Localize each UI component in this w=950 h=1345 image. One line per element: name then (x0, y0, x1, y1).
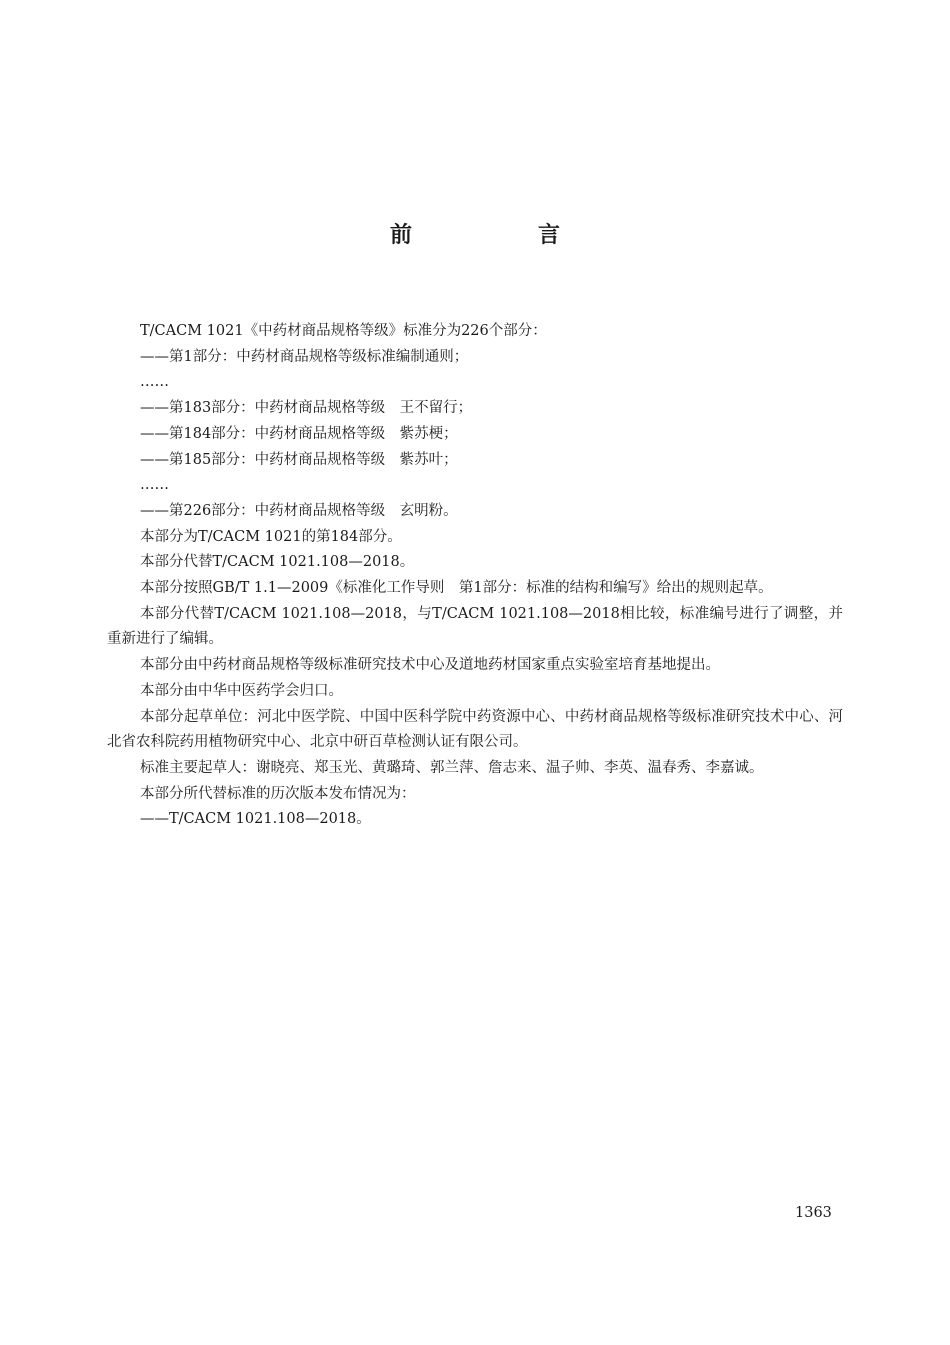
page-number: 1363 (795, 1205, 832, 1221)
paragraph-proposed-by: 本部分由中药材商品规格等级标准研究技术中心及道地药材国家重点实验室培育基地提出。 (140, 657, 720, 674)
list-item-part-184: ——第184部分：中药材商品规格等级 紫苏梗； (140, 425, 458, 442)
foreword-body (107, 319, 843, 833)
list-item-history: ——T/CACM 1021.108—2018。 (140, 811, 371, 828)
list-item-part-1: ——第1部分：中药材商品规格等级标准编制通则； (140, 348, 469, 365)
paragraph-drafters: 标准主要起草人：谢晓亮、郑玉光、黄璐琦、郭兰萍、詹志来、温子帅、李英、温春秀、李嘉诚。 (140, 759, 764, 776)
page-title: 前 言 (389, 223, 612, 248)
list-item-part-183: ——第183部分：中药材商品规格等级 王不留行； (140, 400, 473, 417)
paragraph-replaces: 本部分代替T/CACM 1021.108—2018。 (140, 554, 415, 571)
paragraph-history: 本部分所代替标准的历次版本发布情况为： (140, 785, 416, 802)
paragraph-drafting-rules: 本部分按照GB/T 1.1—2009《标准化工作导则 第1部分：标准的结构和编写》给出的规则起草。 (140, 580, 773, 597)
paragraph-changes: 本部分代替T/CACM 1021.108—2018，与T/CACM 1021.108—2018相比较，标准编号进行了调整，并重新进行了编辑。 (107, 605, 843, 648)
list-item-part-226: ——第226部分：中药材商品规格等级 玄明粉。 (140, 502, 458, 519)
list-item-part-185: ——第185部分：中药材商品规格等级 紫苏叶； (140, 451, 458, 468)
paragraph-this-part: 本部分为T/CACM 1021的第184部分。 (140, 528, 402, 545)
paragraph-drafting-units: 本部分起草单位：河北中医学院、中国中医科学院中药资源中心、中药材商品规格等级标准研究技术中心、河北省农科院药用植物研究中心、北京中研百草检测认证有限公司。 (107, 708, 843, 751)
ellipsis-2: …… (140, 477, 169, 494)
paragraph-managed-by: 本部分由中华中医药学会归口。 (140, 682, 343, 699)
paragraph-parts-intro: T/CACM 1021《中药材商品规格等级》标准分为226个部分： (140, 323, 547, 339)
ellipsis-1: …… (140, 374, 169, 391)
